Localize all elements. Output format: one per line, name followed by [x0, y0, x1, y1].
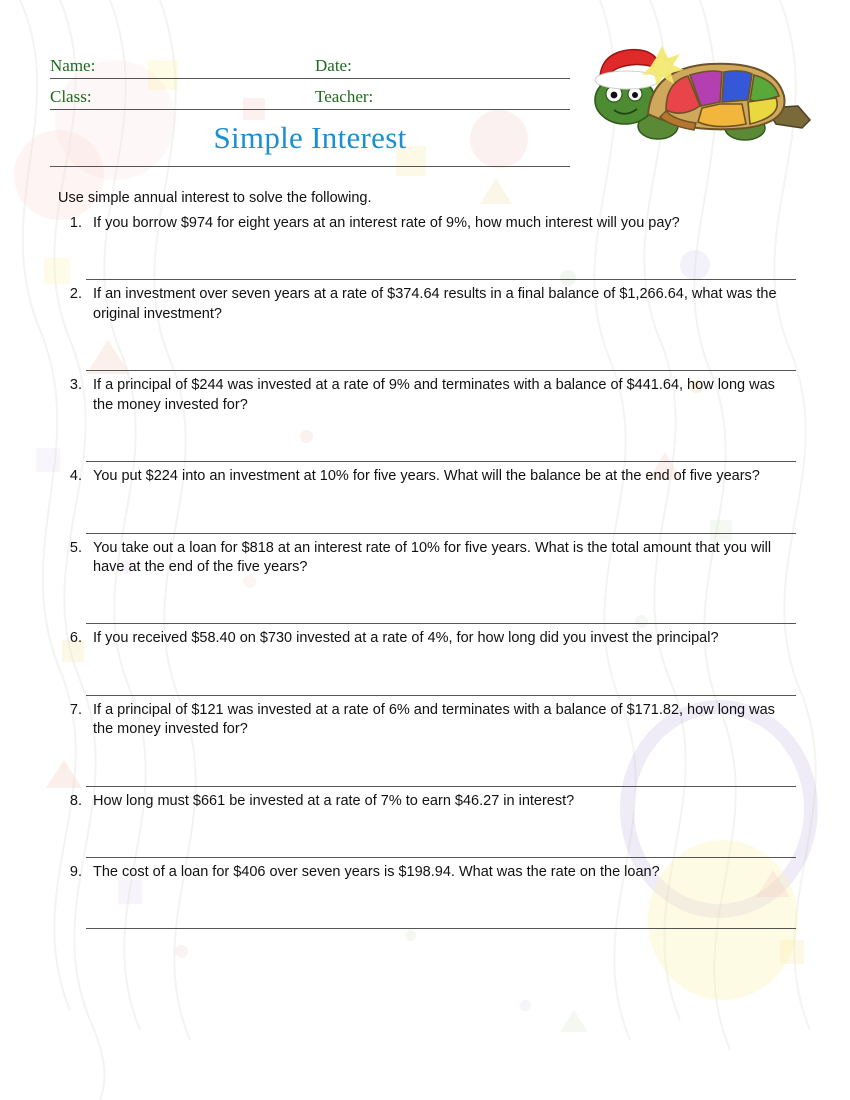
- question-item: [56, 467, 796, 533]
- question-text: How long must $661 be invested at a rate of 7% to earn $46.27 in interest?: [93, 792, 575, 809]
- deco-triangle: [480, 178, 512, 204]
- question-text: You take out a loan for $818 at an interest rate of 10% for five years. What is the total amount that you will have at the end of the five years?: [93, 539, 772, 575]
- question-item: [56, 539, 796, 625]
- answer-line[interactable]: [86, 661, 796, 696]
- class-label: Class:: [50, 87, 92, 106]
- question-text: If an investment over seven years at a rate of $374.64 results in a final balance of $1,266.64, what was the original investment?: [93, 286, 777, 322]
- turtle-with-santa-hat-icon: [570, 44, 815, 149]
- name-date-row: [50, 48, 570, 79]
- answer-line[interactable]: [86, 589, 796, 624]
- deco-square: [780, 940, 804, 964]
- answer-line[interactable]: [86, 752, 796, 787]
- worksheet-header: [50, 48, 570, 167]
- question-item: [56, 863, 796, 929]
- teacher-label: Teacher:: [315, 87, 374, 106]
- answer-line[interactable]: [86, 427, 796, 462]
- deco-dot: [520, 1000, 531, 1011]
- question-item: [56, 629, 796, 695]
- title-bar: [50, 110, 570, 167]
- question-number: 1.: [69, 215, 82, 231]
- question-item: [56, 701, 796, 787]
- question-text: If a principal of $244 was invested at a rate of 9% and terminates with a balance of $441.64, how long was the money invested for?: [93, 377, 775, 413]
- instructions-text: Use simple annual interest to solve the following.: [58, 190, 372, 206]
- question-number: 9.: [69, 864, 82, 881]
- answer-line[interactable]: [86, 499, 796, 534]
- question-text: If a principal of $121 was invested at a rate of 6% and terminates with a balance of $171.82, how long was the money invested for?: [93, 701, 775, 738]
- question-number: 5.: [69, 539, 82, 556]
- question-number: 6.: [69, 630, 82, 647]
- question-item: [56, 376, 796, 462]
- question-number: 2.: [69, 286, 82, 303]
- answer-line[interactable]: [86, 823, 796, 858]
- name-label: Name:: [50, 56, 96, 75]
- deco-triangle: [560, 1010, 588, 1032]
- question-item: [56, 285, 796, 371]
- question-item: [56, 214, 796, 280]
- question-number: 8.: [69, 792, 82, 809]
- answer-line[interactable]: [86, 336, 796, 371]
- page-title: Simple Interest: [213, 120, 407, 155]
- question-number: 4.: [69, 468, 82, 485]
- answer-line[interactable]: [86, 894, 796, 929]
- deco-dot: [175, 945, 188, 958]
- question-text: You put $224 into an investment at 10% for five years. What will the balance be at the end of five years?: [93, 468, 760, 485]
- class-teacher-row: [50, 79, 570, 110]
- question-number: 7.: [69, 701, 82, 718]
- question-item: [56, 792, 796, 858]
- question-text: The cost of a loan for $406 over seven years is $198.94. What was the rate on the loan?: [93, 864, 660, 881]
- question-list: [56, 214, 796, 934]
- answer-line[interactable]: [86, 245, 796, 280]
- question-text: If you borrow $974 for eight years at an interest rate of 9%, how much interest will you pay?: [93, 215, 680, 231]
- question-text: If you received $58.40 on $730 invested at a rate of 4%, for how long did you invest the principal?: [93, 630, 719, 647]
- date-label: Date:: [315, 56, 352, 75]
- question-number: 3.: [69, 377, 82, 394]
